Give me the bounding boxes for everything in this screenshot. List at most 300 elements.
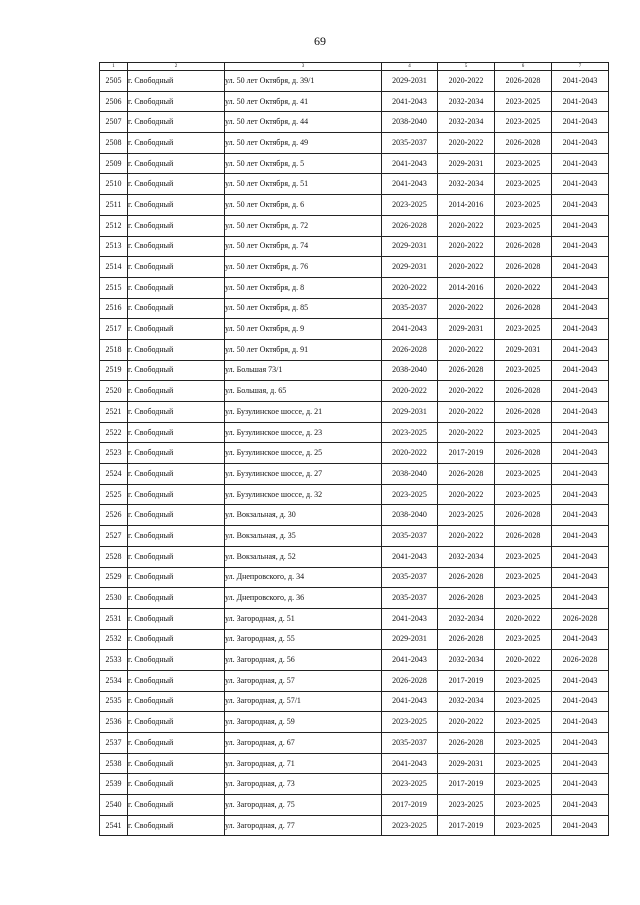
table-row [100, 402, 609, 423]
row-number: 2539 [100, 774, 128, 795]
row-number: 2518 [100, 339, 128, 360]
period-cell: 2026-2028 [495, 402, 552, 423]
period-cell: 2041-2043 [552, 629, 609, 650]
period-cell: 2038-2040 [382, 505, 438, 526]
table-row [100, 195, 609, 216]
city-cell: г. Свободный [128, 691, 225, 712]
period-cell: 2041-2043 [382, 91, 438, 112]
row-number: 2536 [100, 712, 128, 733]
period-cell: 2020-2022 [438, 422, 495, 443]
period-cell: 2023-2025 [495, 112, 552, 133]
row-number: 2508 [100, 133, 128, 154]
period-cell: 2026-2028 [495, 257, 552, 278]
period-cell: 2020-2022 [438, 71, 495, 92]
city-cell: г. Свободный [128, 91, 225, 112]
column-number: 5 [438, 63, 495, 71]
table-row [100, 91, 609, 112]
row-number: 2511 [100, 195, 128, 216]
table-row [100, 381, 609, 402]
table-row [100, 298, 609, 319]
city-cell: г. Свободный [128, 795, 225, 816]
city-cell: г. Свободный [128, 588, 225, 609]
period-cell: 2023-2025 [382, 815, 438, 836]
period-cell: 2041-2043 [382, 174, 438, 195]
table-row [100, 360, 609, 381]
period-cell: 2041-2043 [552, 236, 609, 257]
period-cell: 2023-2025 [495, 815, 552, 836]
period-cell: 2020-2022 [438, 236, 495, 257]
period-cell: 2041-2043 [552, 505, 609, 526]
column-number: 3 [225, 63, 382, 71]
city-cell: г. Свободный [128, 153, 225, 174]
row-number: 2515 [100, 277, 128, 298]
row-number: 2537 [100, 733, 128, 754]
column-number: 7 [552, 63, 609, 71]
period-cell: 2023-2025 [495, 174, 552, 195]
period-cell: 2029-2031 [495, 339, 552, 360]
row-number: 2505 [100, 71, 128, 92]
row-number: 2516 [100, 298, 128, 319]
row-number: 2513 [100, 236, 128, 257]
city-cell: г. Свободный [128, 319, 225, 340]
period-cell: 2023-2025 [495, 153, 552, 174]
period-cell: 2026-2028 [382, 339, 438, 360]
row-number: 2526 [100, 505, 128, 526]
period-cell: 2041-2043 [552, 402, 609, 423]
period-cell: 2017-2019 [382, 795, 438, 816]
period-cell: 2020-2022 [438, 298, 495, 319]
table-row [100, 526, 609, 547]
period-cell: 2026-2028 [438, 360, 495, 381]
row-number: 2529 [100, 567, 128, 588]
city-cell: г. Свободный [128, 360, 225, 381]
period-cell: 2029-2031 [382, 629, 438, 650]
table-row [100, 464, 609, 485]
table-row [100, 112, 609, 133]
period-cell: 2026-2028 [495, 381, 552, 402]
period-cell: 2023-2025 [495, 484, 552, 505]
period-cell: 2041-2043 [552, 546, 609, 567]
period-cell: 2029-2031 [382, 236, 438, 257]
period-cell: 2032-2034 [438, 608, 495, 629]
period-cell: 2020-2022 [382, 381, 438, 402]
city-cell: г. Свободный [128, 464, 225, 485]
period-cell: 2023-2025 [495, 691, 552, 712]
housing-register-table [99, 62, 609, 836]
period-cell: 2026-2028 [382, 670, 438, 691]
address-cell: ул. Загородная, д. 56 [225, 650, 382, 671]
city-cell: г. Свободный [128, 112, 225, 133]
address-cell: ул. 50 лет Октября, д. 74 [225, 236, 382, 257]
row-number: 2517 [100, 319, 128, 340]
row-number: 2532 [100, 629, 128, 650]
period-cell: 2026-2028 [438, 588, 495, 609]
period-cell: 2041-2043 [552, 215, 609, 236]
period-cell: 2029-2031 [382, 402, 438, 423]
period-cell: 2017-2019 [438, 774, 495, 795]
address-cell: ул. 50 лет Октября, д. 44 [225, 112, 382, 133]
row-number: 2509 [100, 153, 128, 174]
period-cell: 2041-2043 [552, 815, 609, 836]
period-cell: 2020-2022 [438, 484, 495, 505]
address-cell: ул. Загородная, д. 55 [225, 629, 382, 650]
row-number: 2541 [100, 815, 128, 836]
address-cell: ул. 50 лет Октября, д. 49 [225, 133, 382, 154]
address-cell: ул. Загородная, д. 57/1 [225, 691, 382, 712]
period-cell: 2041-2043 [552, 443, 609, 464]
row-number: 2527 [100, 526, 128, 547]
table-row [100, 443, 609, 464]
table-row [100, 277, 609, 298]
address-cell: ул. Бузулинское шоссе, д. 25 [225, 443, 382, 464]
period-cell: 2035-2037 [382, 526, 438, 547]
period-cell: 2032-2034 [438, 174, 495, 195]
period-cell: 2023-2025 [495, 195, 552, 216]
period-cell: 2041-2043 [552, 319, 609, 340]
period-cell: 2041-2043 [552, 339, 609, 360]
period-cell: 2020-2022 [438, 381, 495, 402]
period-cell: 2026-2028 [495, 526, 552, 547]
period-cell: 2023-2025 [495, 774, 552, 795]
period-cell: 2023-2025 [382, 422, 438, 443]
period-cell: 2026-2028 [438, 629, 495, 650]
period-cell: 2023-2025 [495, 215, 552, 236]
address-cell: ул. Загородная, д. 75 [225, 795, 382, 816]
table-row [100, 319, 609, 340]
period-cell: 2023-2025 [382, 712, 438, 733]
table-row [100, 339, 609, 360]
period-cell: 2020-2022 [495, 608, 552, 629]
period-cell: 2029-2031 [382, 71, 438, 92]
period-cell: 2026-2028 [552, 650, 609, 671]
period-cell: 2023-2025 [495, 360, 552, 381]
city-cell: г. Свободный [128, 422, 225, 443]
address-cell: ул. Бузулинское шоссе, д. 23 [225, 422, 382, 443]
period-cell: 2041-2043 [382, 753, 438, 774]
address-cell: ул. Бузулинское шоссе, д. 21 [225, 402, 382, 423]
period-cell: 2038-2040 [382, 112, 438, 133]
city-cell: г. Свободный [128, 298, 225, 319]
period-cell: 2041-2043 [552, 133, 609, 154]
address-cell: ул. Вокзальная, д. 52 [225, 546, 382, 567]
period-cell: 2026-2028 [495, 236, 552, 257]
period-cell: 2020-2022 [438, 257, 495, 278]
table-row [100, 733, 609, 754]
period-cell: 2035-2037 [382, 298, 438, 319]
table-row [100, 650, 609, 671]
period-cell: 2020-2022 [495, 650, 552, 671]
city-cell: г. Свободный [128, 133, 225, 154]
address-cell: ул. Бузулинское шоссе, д. 32 [225, 484, 382, 505]
city-cell: г. Свободный [128, 629, 225, 650]
period-cell: 2032-2034 [438, 691, 495, 712]
table-row [100, 71, 609, 92]
period-cell: 2023-2025 [495, 588, 552, 609]
period-cell: 2029-2031 [382, 257, 438, 278]
table-row [100, 153, 609, 174]
period-cell: 2023-2025 [495, 546, 552, 567]
period-cell: 2041-2043 [552, 670, 609, 691]
period-cell: 2026-2028 [438, 733, 495, 754]
row-number: 2525 [100, 484, 128, 505]
row-number: 2524 [100, 464, 128, 485]
period-cell: 2035-2037 [382, 733, 438, 754]
period-cell: 2041-2043 [552, 588, 609, 609]
period-cell: 2035-2037 [382, 133, 438, 154]
period-cell: 2023-2025 [495, 464, 552, 485]
city-cell: г. Свободный [128, 257, 225, 278]
period-cell: 2020-2022 [438, 712, 495, 733]
row-number: 2528 [100, 546, 128, 567]
period-cell: 2026-2028 [495, 505, 552, 526]
row-number: 2506 [100, 91, 128, 112]
city-cell: г. Свободный [128, 753, 225, 774]
city-cell: г. Свободный [128, 71, 225, 92]
period-cell: 2020-2022 [438, 215, 495, 236]
address-cell: ул. Загородная, д. 67 [225, 733, 382, 754]
city-cell: г. Свободный [128, 339, 225, 360]
table-row [100, 215, 609, 236]
address-cell: ул. 50 лет Октября, д. 85 [225, 298, 382, 319]
address-cell: ул. Вокзальная, д. 30 [225, 505, 382, 526]
address-cell: ул. Загородная, д. 51 [225, 608, 382, 629]
period-cell: 2041-2043 [382, 319, 438, 340]
period-cell: 2038-2040 [382, 360, 438, 381]
period-cell: 2020-2022 [382, 443, 438, 464]
period-cell: 2041-2043 [382, 691, 438, 712]
period-cell: 2041-2043 [552, 422, 609, 443]
city-cell: г. Свободный [128, 608, 225, 629]
address-cell: ул. 50 лет Октября, д. 8 [225, 277, 382, 298]
table-row [100, 712, 609, 733]
period-cell: 2026-2028 [382, 215, 438, 236]
address-cell: ул. 50 лет Октября, д. 39/1 [225, 71, 382, 92]
period-cell: 2017-2019 [438, 670, 495, 691]
period-cell: 2041-2043 [552, 174, 609, 195]
address-cell: ул. 50 лет Октября, д. 5 [225, 153, 382, 174]
row-number: 2521 [100, 402, 128, 423]
row-number: 2522 [100, 422, 128, 443]
row-number: 2538 [100, 753, 128, 774]
address-cell: ул. Бузулинское шоссе, д. 27 [225, 464, 382, 485]
row-number: 2535 [100, 691, 128, 712]
address-cell: ул. 50 лет Октября, д. 6 [225, 195, 382, 216]
period-cell: 2023-2025 [495, 670, 552, 691]
period-cell: 2041-2043 [382, 608, 438, 629]
city-cell: г. Свободный [128, 670, 225, 691]
period-cell: 2041-2043 [552, 298, 609, 319]
period-cell: 2041-2043 [552, 360, 609, 381]
city-cell: г. Свободный [128, 381, 225, 402]
table-row [100, 484, 609, 505]
period-cell: 2032-2034 [438, 546, 495, 567]
period-cell: 2041-2043 [552, 195, 609, 216]
table-row [100, 236, 609, 257]
address-cell: ул. Загородная, д. 59 [225, 712, 382, 733]
period-cell: 2023-2025 [438, 795, 495, 816]
period-cell: 2041-2043 [552, 381, 609, 402]
row-number: 2512 [100, 215, 128, 236]
city-cell: г. Свободный [128, 443, 225, 464]
period-cell: 2023-2025 [495, 733, 552, 754]
register-body [100, 71, 609, 836]
period-cell: 2023-2025 [495, 753, 552, 774]
address-cell: ул. Большая, д. 65 [225, 381, 382, 402]
page-number: 69 [314, 34, 326, 48]
address-cell: ул. 50 лет Октября, д. 41 [225, 91, 382, 112]
column-number: 4 [382, 63, 438, 71]
period-cell: 2035-2037 [382, 588, 438, 609]
period-cell: 2026-2028 [438, 464, 495, 485]
period-cell: 2017-2019 [438, 443, 495, 464]
address-cell: ул. 50 лет Октября, д. 51 [225, 174, 382, 195]
period-cell: 2041-2043 [382, 650, 438, 671]
city-cell: г. Свободный [128, 484, 225, 505]
period-cell: 2041-2043 [552, 774, 609, 795]
period-cell: 2041-2043 [382, 153, 438, 174]
period-cell: 2029-2031 [438, 319, 495, 340]
city-cell: г. Свободный [128, 402, 225, 423]
row-number: 2523 [100, 443, 128, 464]
period-cell: 2041-2043 [552, 733, 609, 754]
period-cell: 2041-2043 [552, 71, 609, 92]
address-cell: ул. Днепровского, д. 36 [225, 588, 382, 609]
period-cell: 2014-2016 [438, 195, 495, 216]
address-cell: ул. 50 лет Октября, д. 72 [225, 215, 382, 236]
column-number: 2 [128, 63, 225, 71]
period-cell: 2023-2025 [495, 795, 552, 816]
table-row [100, 174, 609, 195]
period-cell: 2017-2019 [438, 815, 495, 836]
period-cell: 2023-2025 [382, 484, 438, 505]
period-cell: 2023-2025 [495, 91, 552, 112]
column-number: 1 [100, 63, 128, 71]
address-cell: ул. Загородная, д. 73 [225, 774, 382, 795]
row-number: 2533 [100, 650, 128, 671]
period-cell: 2014-2016 [438, 277, 495, 298]
table-row [100, 795, 609, 816]
row-number: 2534 [100, 670, 128, 691]
row-number: 2514 [100, 257, 128, 278]
period-cell: 2041-2043 [552, 257, 609, 278]
period-cell: 2023-2025 [382, 774, 438, 795]
table-row [100, 422, 609, 443]
period-cell: 2020-2022 [438, 526, 495, 547]
period-cell: 2023-2025 [495, 629, 552, 650]
address-cell: ул. Вокзальная, д. 35 [225, 526, 382, 547]
period-cell: 2038-2040 [382, 464, 438, 485]
row-number: 2510 [100, 174, 128, 195]
row-number: 2520 [100, 381, 128, 402]
table-row [100, 133, 609, 154]
period-cell: 2020-2022 [382, 277, 438, 298]
city-cell: г. Свободный [128, 567, 225, 588]
table-row [100, 608, 609, 629]
table-row [100, 505, 609, 526]
city-cell: г. Свободный [128, 774, 225, 795]
city-cell: г. Свободный [128, 236, 225, 257]
city-cell: г. Свободный [128, 195, 225, 216]
period-cell: 2035-2037 [382, 567, 438, 588]
address-cell: ул. Большая 73/1 [225, 360, 382, 381]
period-cell: 2023-2025 [495, 567, 552, 588]
period-cell: 2026-2028 [438, 567, 495, 588]
table-row [100, 629, 609, 650]
period-cell: 2041-2043 [552, 712, 609, 733]
period-cell: 2023-2025 [495, 422, 552, 443]
city-cell: г. Свободный [128, 174, 225, 195]
period-cell: 2041-2043 [552, 91, 609, 112]
period-cell: 2029-2031 [438, 153, 495, 174]
table-row [100, 670, 609, 691]
table-row [100, 774, 609, 795]
period-cell: 2041-2043 [552, 691, 609, 712]
address-cell: ул. Загородная, д. 71 [225, 753, 382, 774]
period-cell: 2023-2025 [495, 712, 552, 733]
row-number: 2530 [100, 588, 128, 609]
table-row [100, 753, 609, 774]
table-row [100, 257, 609, 278]
period-cell: 2026-2028 [495, 298, 552, 319]
period-cell: 2020-2022 [438, 402, 495, 423]
city-cell: г. Свободный [128, 733, 225, 754]
address-cell: ул. 50 лет Октября, д. 9 [225, 319, 382, 340]
table-row [100, 815, 609, 836]
address-cell: ул. Днепровского, д. 34 [225, 567, 382, 588]
row-number: 2507 [100, 112, 128, 133]
address-cell: ул. 50 лет Октября, д. 76 [225, 257, 382, 278]
period-cell: 2023-2025 [382, 195, 438, 216]
period-cell: 2041-2043 [552, 153, 609, 174]
address-cell: ул. 50 лет Октября, д. 91 [225, 339, 382, 360]
period-cell: 2023-2025 [495, 319, 552, 340]
row-number: 2531 [100, 608, 128, 629]
city-cell: г. Свободный [128, 712, 225, 733]
table-row [100, 546, 609, 567]
row-number: 2519 [100, 360, 128, 381]
table-row [100, 588, 609, 609]
column-number: 6 [495, 63, 552, 71]
table-row [100, 691, 609, 712]
city-cell: г. Свободный [128, 215, 225, 236]
period-cell: 2032-2034 [438, 650, 495, 671]
city-cell: г. Свободный [128, 277, 225, 298]
address-cell: ул. Загородная, д. 77 [225, 815, 382, 836]
period-cell: 2041-2043 [552, 567, 609, 588]
city-cell: г. Свободный [128, 526, 225, 547]
period-cell: 2041-2043 [552, 795, 609, 816]
row-number: 2540 [100, 795, 128, 816]
period-cell: 2041-2043 [552, 277, 609, 298]
period-cell: 2041-2043 [552, 753, 609, 774]
period-cell: 2020-2022 [438, 133, 495, 154]
city-cell: г. Свободный [128, 546, 225, 567]
period-cell: 2041-2043 [552, 484, 609, 505]
address-cell: ул. Загородная, д. 57 [225, 670, 382, 691]
period-cell: 2026-2028 [495, 443, 552, 464]
period-cell: 2020-2022 [495, 277, 552, 298]
period-cell: 2023-2025 [438, 505, 495, 526]
city-cell: г. Свободный [128, 815, 225, 836]
city-cell: г. Свободный [128, 505, 225, 526]
period-cell: 2041-2043 [382, 546, 438, 567]
period-cell: 2032-2034 [438, 112, 495, 133]
period-cell: 2029-2031 [438, 753, 495, 774]
period-cell: 2041-2043 [552, 464, 609, 485]
column-number-row [100, 63, 609, 71]
period-cell: 2032-2034 [438, 91, 495, 112]
city-cell: г. Свободный [128, 650, 225, 671]
